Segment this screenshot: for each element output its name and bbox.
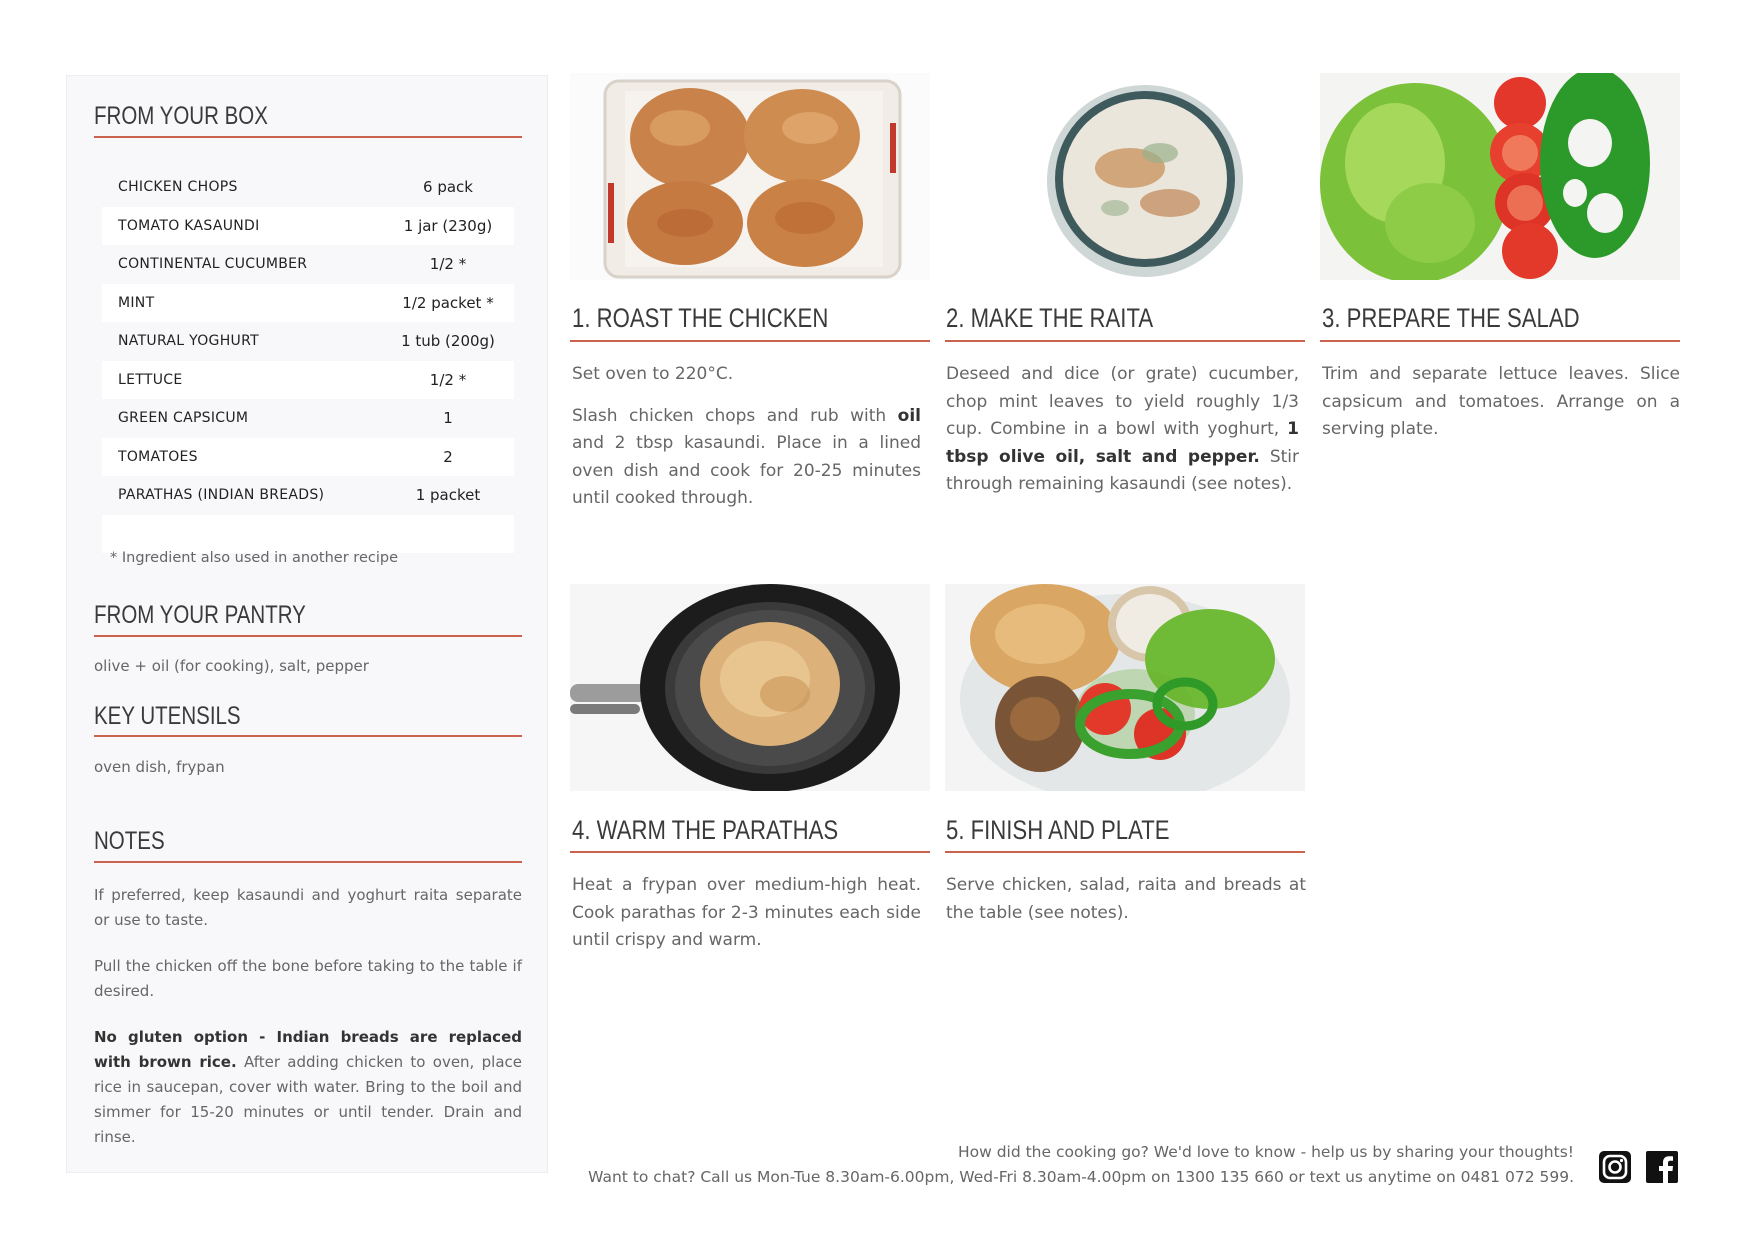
ingredient-name: CONTINENTAL CUCUMBER bbox=[118, 256, 308, 273]
step-5-paragraph: Serve chicken, salad, raita and breads at the table (see notes). bbox=[946, 875, 1306, 923]
notes-paragraph: Pull the chicken off the bone before taking to the table if desired. bbox=[94, 957, 522, 1000]
ingredient-qty: 1 jar (230g) bbox=[403, 216, 493, 235]
step-5-title: 5. FINISH AND PLATE bbox=[946, 815, 1170, 845]
footer-feedback-line: How did the cooking go? We'd love to know - help us by sharing your thoughts! bbox=[957, 1143, 1574, 1161]
step-1-paragraph: Set oven to 220°C. bbox=[572, 364, 734, 384]
ingredient-name: MINT bbox=[118, 294, 155, 311]
step-2-bold-text: 1 tbsp olive oil, salt and pepper. bbox=[946, 419, 1299, 467]
step-1-paragraph bbox=[572, 403, 921, 513]
step-2-title: 2. MAKE THE RAITA bbox=[946, 303, 1154, 333]
section-divider bbox=[945, 851, 1305, 853]
step-1-title: 1. ROAST THE CHICKEN bbox=[572, 303, 829, 333]
ingredient-row bbox=[102, 361, 514, 400]
ingredient-name: TOMATOES bbox=[118, 448, 198, 465]
section-divider bbox=[94, 861, 522, 863]
ingredient-qty: 1 packet bbox=[415, 486, 481, 505]
salad-photo bbox=[1320, 73, 1680, 280]
ingredient-name: PARATHAS (INDIAN BREADS) bbox=[118, 487, 325, 504]
step-2-paragraph bbox=[946, 361, 1299, 499]
ingredient-name: CHICKEN CHOPS bbox=[118, 179, 238, 196]
plated-meal-photo bbox=[945, 584, 1305, 791]
section-divider bbox=[94, 136, 522, 138]
step-2-text-part: Stir through remaining kasaundi (see notes). bbox=[946, 446, 1300, 494]
instagram-icon[interactable] bbox=[1598, 1150, 1632, 1184]
frypan-paratha-photo bbox=[570, 584, 930, 791]
step-2-text-part: Deseed and dice (or grate) cucumber, chop mint leaves to yield roughly 1/3 cup. Combine in a bowl with yoghurt, bbox=[946, 364, 1299, 439]
ingredient-row bbox=[102, 399, 514, 438]
ingredient-qty: 1 tub (200g) bbox=[401, 332, 495, 351]
step-4-title: 4. WARM THE PARATHAS bbox=[572, 815, 839, 845]
step-3-title: 3. PREPARE THE SALAD bbox=[1322, 303, 1580, 333]
step-5-text bbox=[946, 872, 1306, 941]
ingredient-qty: 1 bbox=[443, 409, 453, 428]
ingredient-qty: 1/2 * bbox=[429, 370, 467, 389]
step-1-bold-text: oil bbox=[897, 405, 921, 426]
pantry-text: olive + oil (for cooking), salt, pepper bbox=[94, 657, 369, 675]
ingredient-row bbox=[102, 284, 514, 323]
step-1-text-part: and 2 tbsp kasaundi. Place in a lined oven dish and cook for 20-25 minutes until cooked through. bbox=[572, 433, 921, 508]
step-4-text bbox=[572, 872, 921, 969]
roast-chicken-photo bbox=[570, 73, 930, 280]
notes-paragraph bbox=[94, 1025, 522, 1150]
ingredient-footnote: * Ingredient also used in another recipe bbox=[110, 550, 398, 566]
ingredient-row bbox=[102, 245, 514, 284]
section-divider bbox=[94, 635, 522, 637]
ingredient-row bbox=[102, 322, 514, 361]
ingredient-name: GREEN CAPSICUM bbox=[118, 410, 249, 427]
ingredient-row bbox=[102, 476, 514, 515]
section-divider bbox=[1320, 340, 1680, 342]
ingredients-table bbox=[102, 168, 514, 553]
ingredient-row bbox=[102, 168, 514, 207]
from-your-box-title: FROM YOUR BOX bbox=[94, 102, 268, 130]
ingredient-row bbox=[102, 207, 514, 246]
section-divider bbox=[94, 735, 522, 737]
step-3-paragraph: Trim and separate lettuce leaves. Slice capsicum and tomatoes. Arrange on a serving plate. bbox=[1322, 364, 1680, 439]
ingredient-qty: 1/2 * bbox=[429, 255, 467, 274]
from-your-pantry-title: FROM YOUR PANTRY bbox=[94, 601, 306, 629]
step-1-text bbox=[572, 361, 921, 527]
section-divider bbox=[570, 340, 930, 342]
key-utensils-title: KEY UTENSILS bbox=[94, 702, 241, 730]
utensils-text: oven dish, frypan bbox=[94, 758, 225, 776]
ingredient-name: LETTUCE bbox=[118, 371, 183, 388]
step-2-text bbox=[946, 361, 1299, 513]
ingredient-qty: 2 bbox=[443, 447, 453, 466]
facebook-icon[interactable] bbox=[1645, 1150, 1679, 1184]
raita-bowl-photo bbox=[945, 73, 1305, 280]
step-4-paragraph: Heat a frypan over medium-high heat. Cook parathas for 2-3 minutes each side until crispy and warm. bbox=[572, 875, 921, 950]
notes-bold-text: No gluten option - Indian breads are replaced with brown rice. bbox=[94, 1028, 522, 1071]
section-divider bbox=[945, 340, 1305, 342]
ingredient-name: TOMATO KASAUNDI bbox=[118, 217, 260, 234]
ingredient-qty: 1/2 packet * bbox=[402, 293, 494, 312]
footer-contact-line: Want to chat? Call us Mon-Tue 8.30am-6.00pm, Wed-Fri 8.30am-4.00pm on 1300 135 660 or text us anytime on 0481 072 599. bbox=[588, 1168, 1574, 1186]
ingredient-qty: 6 pack bbox=[423, 178, 473, 197]
notes-text: After adding chicken to oven, place rice in saucepan, cover with water. Bring to the boil and simmer for 15-20 minutes or until tender. Drain and rinse. bbox=[94, 1053, 522, 1146]
notes-title: NOTES bbox=[94, 827, 165, 855]
section-divider bbox=[570, 851, 930, 853]
ingredient-name: NATURAL YOGHURT bbox=[118, 333, 259, 350]
ingredients-sidebar bbox=[66, 75, 548, 1173]
step-3-text bbox=[1322, 361, 1680, 458]
step-1-text-part: Slash chicken chops and rub with bbox=[572, 405, 898, 426]
notes-paragraph: If preferred, keep kasaundi and yoghurt raita separate or use to taste. bbox=[94, 886, 522, 929]
ingredient-row bbox=[102, 438, 514, 477]
